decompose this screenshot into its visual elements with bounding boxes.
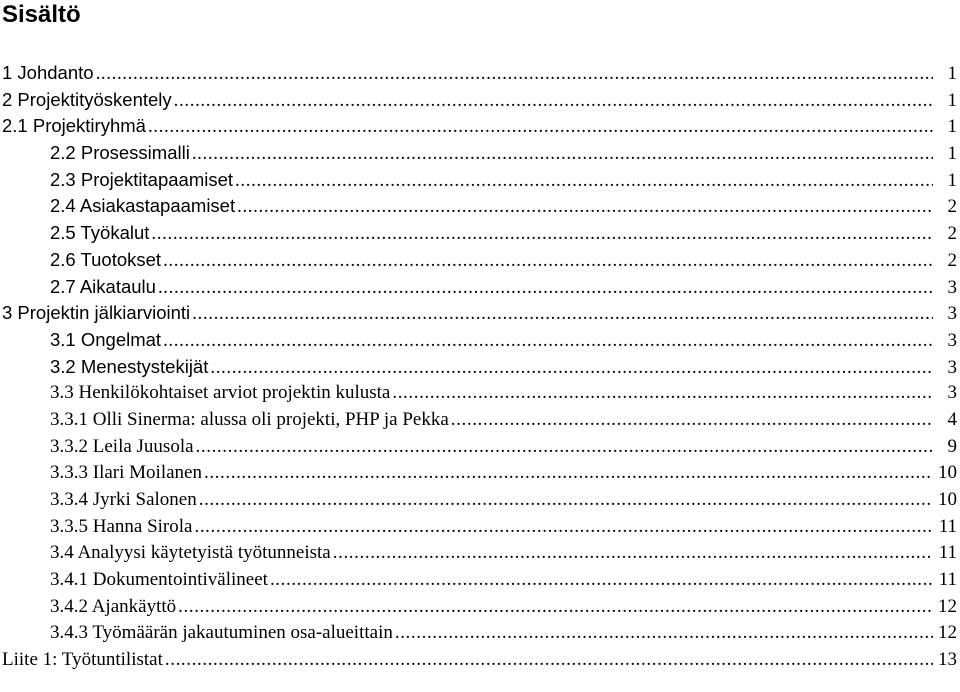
toc-entry-page-number: 3 [947, 303, 957, 325]
toc-entry[interactable] [0, 434, 960, 461]
dot-leader [148, 114, 933, 140]
toc-entry-page-number: 9 [947, 435, 957, 457]
toc-title: Sisältö [2, 1, 81, 28]
dot-leader [163, 328, 933, 354]
toc-entry[interactable] [0, 540, 960, 567]
dot-leader [451, 407, 933, 433]
toc-entry[interactable] [0, 247, 960, 274]
dot-leader [210, 355, 933, 381]
dot-leader [174, 88, 933, 114]
dot-leader [196, 434, 933, 460]
toc-entry-page-number: 1 [947, 89, 957, 111]
toc-entry-page-number: 10 [938, 489, 957, 510]
toc-entry-label: 2.7 Aikataulu [50, 275, 156, 297]
toc-entry-page-number: 11 [938, 515, 957, 537]
toc-entry[interactable] [0, 620, 960, 647]
toc-entry-page-number: 10 [938, 462, 957, 484]
toc-entry-page-number: 1 [947, 169, 957, 191]
dot-leader [395, 620, 933, 646]
toc-entry-label: 3.1 Ongelmat [50, 328, 162, 350]
dot-leader [151, 221, 933, 247]
toc-entry-label: 2.5 Työkalut [50, 222, 150, 244]
toc-entry-page-number: 11 [938, 569, 957, 591]
dot-leader [192, 141, 933, 167]
toc-entry-page-number: 1 [947, 143, 957, 165]
toc-entry-page-number: 2 [947, 196, 957, 218]
toc-entry-label: 3 Projektin jälkiarviointi [2, 302, 191, 324]
toc-entry-page-number: 12 [938, 595, 957, 617]
toc-entry-page-number: 12 [938, 622, 957, 644]
dot-leader [158, 275, 933, 301]
toc-entry-label: 2.3 Projektitapaamiset [50, 168, 234, 190]
toc-entry-label: 3.4.3 Työmäärän jakautuminen osa-alueittain [50, 622, 393, 644]
toc-entry-page-number: 11 [938, 542, 957, 564]
toc-entry[interactable] [0, 300, 960, 327]
toc-entry-label: 2.1 Projektiryhmä [2, 115, 146, 137]
toc-entry[interactable] [0, 594, 960, 621]
toc-entry-page-number: 4 [947, 408, 957, 430]
dot-leader [194, 514, 933, 540]
dot-leader [192, 301, 933, 327]
dot-leader [163, 248, 933, 274]
toc-entry-label: 3.2 Menestystekijät [50, 355, 209, 377]
dot-leader [165, 647, 933, 673]
toc-entry[interactable] [0, 220, 960, 247]
toc-entry-page-number: 3 [947, 329, 957, 351]
dot-leader [199, 487, 933, 513]
toc-entry[interactable] [0, 140, 960, 167]
toc-entry[interactable] [0, 274, 960, 301]
dot-leader [270, 567, 933, 593]
toc-entry-label: 1 Johdanto [2, 62, 94, 83]
toc-entry-label: 3.4 Analyysi käytetyistä työtunneista [50, 542, 331, 564]
toc-entry-label: 2.2 Prosessimalli [50, 142, 190, 164]
toc-entry-page-number: 1 [947, 63, 957, 84]
toc-entry[interactable] [0, 167, 960, 194]
dot-leader [333, 540, 933, 566]
toc-entry[interactable] [0, 193, 960, 220]
dot-leader [204, 460, 933, 486]
toc-entry[interactable] [0, 514, 960, 541]
toc-entry-label: 2.6 Tuotokset [50, 248, 162, 270]
toc-entry[interactable] [0, 407, 960, 434]
dot-leader [96, 61, 933, 87]
table-of-contents [0, 60, 960, 674]
toc-entry[interactable] [0, 647, 960, 674]
toc-entry[interactable] [0, 113, 960, 140]
toc-entry-label: 3.3.4 Jyrki Salonen [50, 489, 197, 510]
toc-entry-label: 2.4 Asiakastapaamiset [50, 195, 236, 217]
dot-leader [235, 168, 933, 194]
toc-entry-page-number: 3 [947, 276, 957, 298]
toc-entry[interactable] [0, 327, 960, 354]
toc-entry-label: 3.3 Henkilökohtaiset arviot projektin kulusta [50, 382, 391, 404]
toc-entry[interactable] [0, 354, 960, 381]
toc-entry-label: 3.4.1 Dokumentointivälineet [50, 569, 268, 591]
toc-entry[interactable] [0, 60, 960, 87]
toc-entry-page-number: 3 [947, 356, 957, 378]
toc-entry[interactable] [0, 380, 960, 407]
dot-leader [237, 194, 933, 220]
toc-entry-page-number: 2 [947, 249, 957, 271]
dot-leader [178, 594, 933, 620]
toc-entry-label: 3.3.5 Hanna Sirola [50, 515, 193, 537]
toc-entry-page-number: 13 [938, 649, 957, 671]
toc-entry-page-number: 1 [947, 116, 957, 138]
toc-entry-label: 3.3.1 Olli Sinerma: alussa oli projekti, PHP ja Pekka [50, 408, 449, 430]
toc-entry[interactable] [0, 487, 960, 514]
toc-entry-page-number: 3 [947, 382, 957, 404]
toc-entry-label: 3.4.2 Ajankäyttö [50, 595, 177, 617]
toc-entry[interactable] [0, 87, 960, 114]
toc-entry-label: 2 Projektityöskentely [2, 88, 172, 110]
toc-entry-label: 3.3.2 Leila Juusola [50, 435, 194, 457]
toc-entry[interactable] [0, 567, 960, 594]
toc-entry-label: Liite 1: Työtuntilistat [2, 649, 163, 671]
toc-entry[interactable] [0, 460, 960, 487]
toc-entry-label: 3.3.3 Ilari Moilanen [50, 462, 202, 484]
dot-leader [392, 380, 933, 406]
toc-entry-page-number: 2 [947, 223, 957, 245]
